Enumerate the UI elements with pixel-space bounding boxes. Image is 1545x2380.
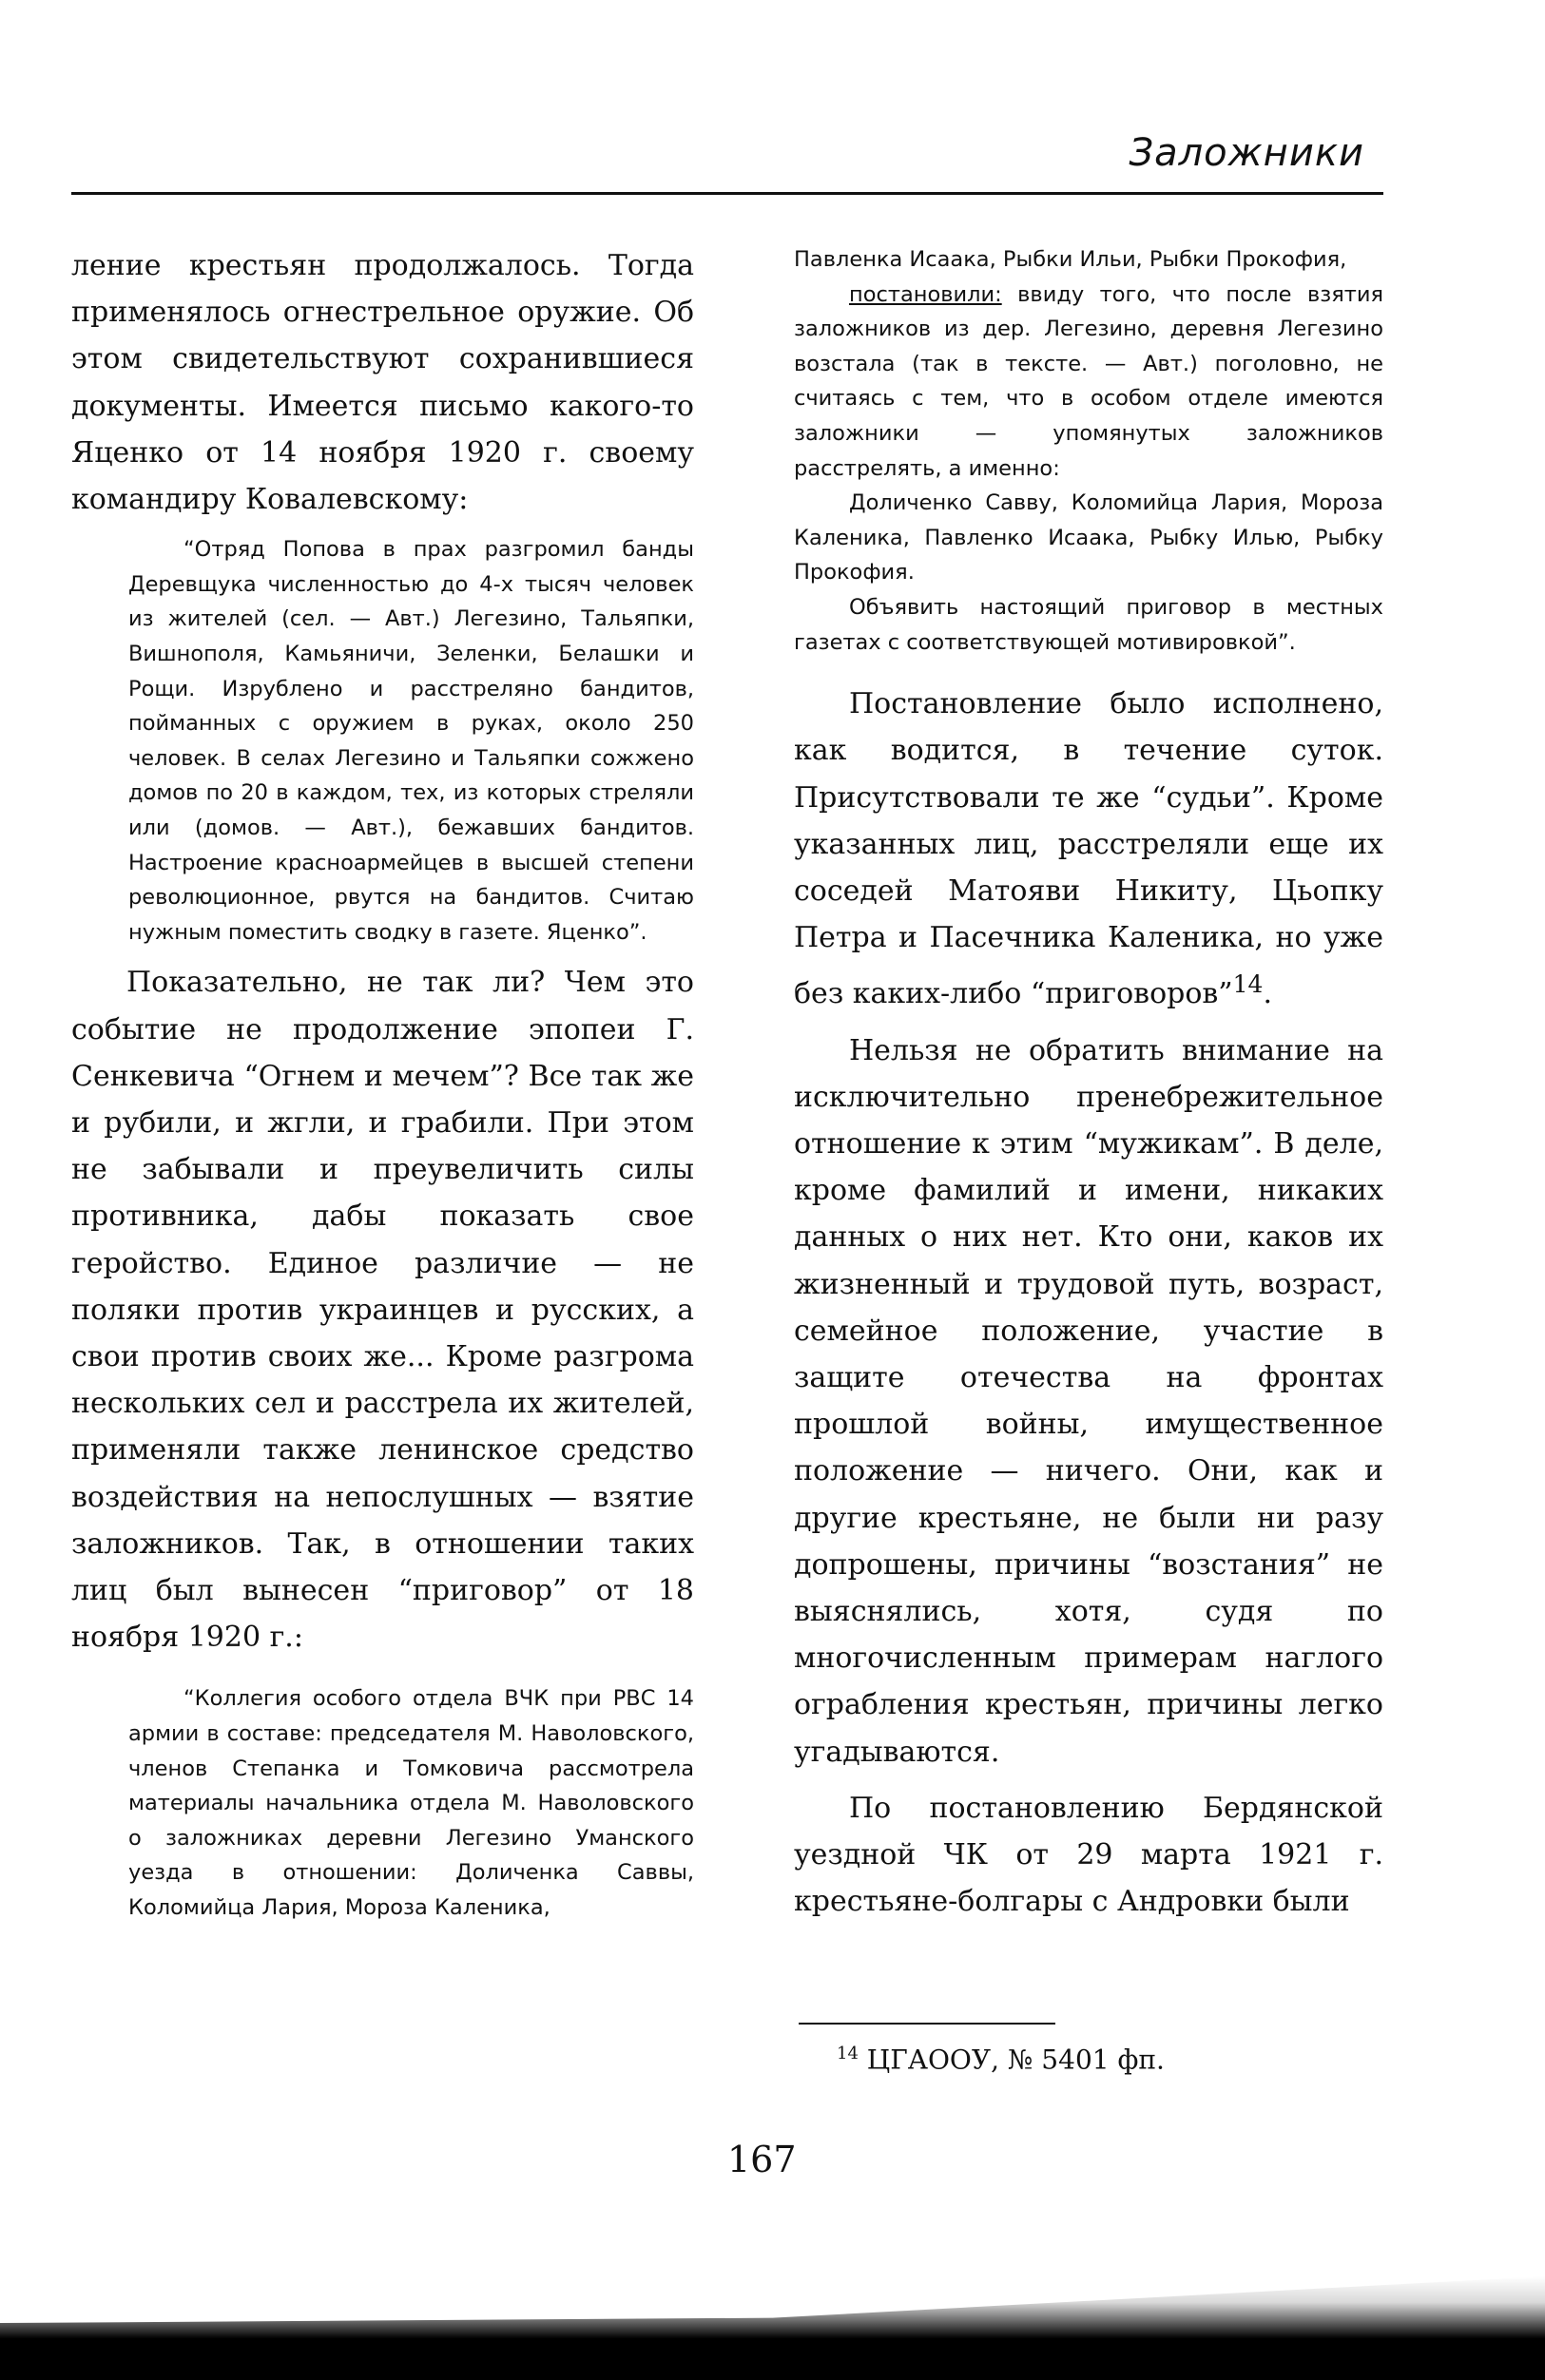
right-column xyxy=(794,242,1383,1925)
quote-block: Доличенко Савву, Коломийца Лария, Мороза Каленика, Павленко Исаака, Рыбку Илью, Рыбку Прокофия. xyxy=(794,490,1383,585)
paragraph-text: Постановление было исполнено, как водится, в течение суток. Присутствовали те же “судьи”. Кроме указанных лиц, расстреляли еще их соседей Матояви Никиту, Цьопку Петра и Пасечника Каленика, но уже без каких-либо “приговоров” xyxy=(794,687,1383,1011)
paragraph: По постановлению Бердянской уездной ЧК от 29 марта 1921 г. крестьяне-болгары с Андровки были xyxy=(794,1791,1383,1919)
footnote-rule xyxy=(799,2023,1055,2025)
header-rule xyxy=(71,192,1383,195)
quote-block xyxy=(794,278,1383,487)
paragraph: Нельзя не обратить внимание на исключительно пренебрежительное отношение к этим “мужикам”. В деле, кроме фамилий и имени, никаких данных о них нет. Кто они, каков их жизненный и трудовой путь, возраст, семейное положение, участие в защите отечества на фронтах прошлой войны, имущественное положение — ничего. Они, как и другие крестьяне, не были ни разу допрошены, причины “возстания” не выяснялись, хотя, судя по многочисленным примерам наглого ограбления крестьян, причины легко угадываются. xyxy=(794,1033,1383,1769)
quote-block: “Коллегия особого отдела ВЧК при РВС 14 армии в составе: председателя М. Наволовского, членов Степанка и Томковича рассмотрела материалы начальника отдела М. Наволовского о заложниках деревни Легезино Уманского уезда в отношении: Доличенка Саввы, Коломийца Лария, Мороза Каленика, xyxy=(128,1686,694,1920)
paragraph: ление крестьян продолжалось. Тогда применялось огнестрельное оружие. Об этом свидетельствуют сохранившиеся документы. Имеется письмо какого-то Яценко от 14 ноября 1920 г. своему командиру Ковалевскому: xyxy=(71,249,694,517)
decision-label: постановили: xyxy=(849,281,1002,307)
quote-block: Объявить настоящий приговор в местных газетах с соответствующей мотивировкой”. xyxy=(794,594,1383,655)
paragraph: Показательно, не так ли? Чем это событие не продолжение эпопеи Г. Сенкевича “Огнем и мечем”? Все так же и рубили, и жгли, и грабили. При этом не забывали и преувеличить силы противника, дабы показать свое геройство. Единое различие — не поляки против украинцев и русских, а свои против своих же... Кроме разгрома нескольких сел и расстрела их жителей, применяли также ленинское средство воздействия на непослушных — взятие заложников. Так, в отношении таких лиц был вынесен “приговор” от 18 ноября 1920 г.: xyxy=(71,966,694,1655)
quote-block: “Отряд Попова в прах разгромил банды Деревщука численностью до 4-х тысяч человек из жителей (сел. — Авт.) Легезино, Тальяпки, Вишнополя, Камьяничи, Зеленки, Белашки и Рощи. Изрублено и расстреляно бандитов, пойманных с оружием в руках, около 250 человек. В селах Легезино и Тальяпки сожжено домов по 20 в каждом, тех, из которых стреляли или (домов. — Авт.), бежавших бандитов. Настроение красноармейцев в высшей степени революционное, рвутся на бандитов. Считаю нужным поместить сводку в газете. Яценко”. xyxy=(128,537,694,945)
decision-text: ввиду того, что после взятия заложников из дер. Легезино, деревня Легезино возстала (так в тексте. — Авт.) поголовно, не считаясь с тем, что в особом отделе имеются заложники — упомянутых заложников расстрелять, а именно: xyxy=(794,281,1383,481)
paragraph-end: . xyxy=(1263,977,1272,1011)
footnote-reference: 14 xyxy=(1232,970,1264,999)
paragraph xyxy=(794,681,1383,1017)
page-number: 167 xyxy=(727,2139,797,2180)
footnote-text: ЦГАООУ, № 5401 фп. xyxy=(858,2044,1165,2076)
quote-block: Павленка Исаака, Рыбки Ильи, Рыбки Прокофия, xyxy=(794,247,1347,272)
footnote-mark: 14 xyxy=(837,2044,859,2063)
scan-shadow xyxy=(0,2276,1545,2380)
running-header-title: Заложники xyxy=(1129,131,1364,175)
footnote xyxy=(837,2044,1165,2075)
left-column xyxy=(71,242,694,1926)
